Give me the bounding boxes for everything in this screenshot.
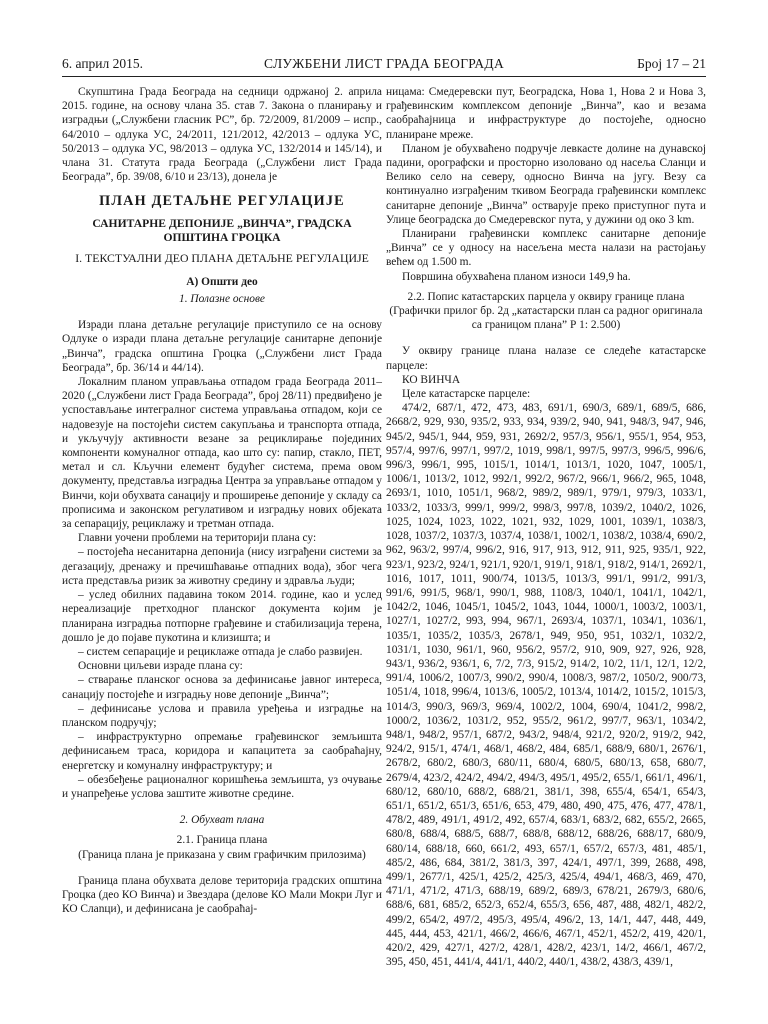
paragraph-2: Локалним планом управљања отпадом града Београда 2011–2020 („Службени лист Града Београда”, број 28/11) предвиђено је успостављање интегралног система управљања отпадом, који се надовезује на постојећи систем сакупљања и транспорта отпада, и укључују активности везане за рециклирање појединих компоненти комуналног отпада, као што су: папир, стакло, ПЕТ, метал и сл. Кључни елемент будућег система, према овом документу, представља изградња Центра за управљање отпадом у Винчи, који обухвата санацију и проширење депоније у складу са прописима и законском регулативом и изградњу нових објеката за сепарацију, рециклажу и третман отпада. bbox=[62, 376, 382, 531]
header-date: 6. април 2015. bbox=[62, 56, 143, 71]
intro-paragraph: Скупштина Града Београда на седници одржаној 2. априла 2015. године, на основу члана 35. став 7. Закона о планирању и изградњи („Службени гласник РС”, бр. 72/2009, 81/2009 – испр., 64/2010 – одлука УС, 24/2011, 121/2012, 42/2013 – одлука УС, 50/2013 – одлука УС, 98/2013 – одлука УС, 132/2014 и 145/14), и члана 31. Статута града Београда („Службени лист Града Београда”, бр. 39/08, 6/10 и 23/13), донела је bbox=[62, 86, 382, 184]
part-heading: I. ТЕКСТУАЛНИ ДЕО ПЛАНА ДЕТАЉНЕ РЕГУЛАЦИЈЕ bbox=[75, 250, 369, 265]
parcel-list: 474/2, 687/1, 472, 473, 483, 691/1, 690/3, 689/1, 689/5, 686, 2668/2, 929, 930, 935/2, 933, 934, 939/2, 940, 941, 948/3, 947, 946, 945/2, 945/1, 944, 959, 931, 2692/2, 957/3, 956/1, 955/1, 954, 953, 957/4, 997/6, 997/1, 997/2, 1019, 998/1, 997/5, 997/3, 996/5, 996/6, 996/3, 996/1, 995, 1015/1, 1014/1, 1013/1, 1020, 1047, 1005/1, 1006/1, 1013/2, 1012, 992/1, 992/2, 967/2, 966/1, 966/2, 965, 1048, 2693/1, 1010, 1051/1, 968/2, 989/2, 989/1, 979/1, 979/3, 1033/1, 1033/2, 1033/3, 999/1, 999/2, 998/3, 997/8, 1039/2, 1040/2, 1026, 1025, 1024, 1023, 1022, 1021, 932, 1029, 1001, 1039/1, 1038/3, 1028, 1037/2, 1037/3, 1037/4, 1038/1, 1002/1, 1038/2, 1038/4, 690/2, 962, 963/2, 997/4, 996/2, 916, 917, 913, 912, 911, 925, 935/1, 922, 923/1, 923/2, 924/1, 921/1, 920/1, 919/1, 918/1, 918/2, 914/1, 2692/1, 1016, 1017, 1011, 900/74, 1013/5, 1013/3, 991/1, 991/2, 991/3, 991/6, 991/5, 968/1, 990/1, 988, 1108/3, 1040/1, 1041/1, 1042/1, 1042/2, 1046, 1045/1, 1045/2, 1043, 1044, 1000/1, 1003/2, 1003/1, 1027/1, 1027/2, 993, 994, 967/1, 2693/4, 1037/1, 1034/1, 1036/1, 1035/1, 1035/2, 1035/3, 2678/1, 949, 950, 951, 1032/1, 1032/2, 1031/1, 1030, 961/1, 960, 956/2, 957/2, 910, 909, 927, 926, 928, 943/1, 936/2, 936/1, 6, 7/2, 7/3, 915/2, 914/2, 10/2, 11/1, 12/1, 12/2, 991/4, 1006/2, 1007/3, 990/2, 990/4, 1008/3, 987/2, 1050/2, 900/73, 1051/4, 1018, 996/4, 1013/6, 1005/2, 1013/4, 1014/2, 1015/2, 1015/3, 1014/3, 990/3, 969/3, 969/4, 1002/2, 1004, 690/4, 1041/2, 998/2, 1000/2, 1036/2, 1031/2, 952, 955/2, 961/2, 997/7, 963/1, 1034/2, 948/1, 948/2, 957/1, 687/2, 943/2, 948/4, 921/2, 920/2, 919/2, 942, 924/2, 915/1, 474/1, 468/1, 468/2, 484, 685/1, 688/9, 680/1, 2676/1, 2678/2, 680/2, 680/3, 680/11, 680/4, 680/5, 680/13, 658, 680/7, 2679/4, 423/2, 424/2, 494/2, 494/3, 495/1, 495/2, 655/1, 661/1, 496/1, 680/12, 680/10, 688/2, 688/21, 381/1, 398, 655/4, 654/1, 654/3, 651/1, 651/2, 651/3, 651/6, 653, 479, 480, 490, 475, 476, 477, 478/1, 478/2, 489, 491/1, 491/2, 492, 657/4, 683/1, 683/2, 682, 655/2, 2665, 680/8, 688/4, 688/5, 688/7, 688/8, 688/12, 688/26, 688/17, 680/9, 680/14, 688/18, 660, 661/2, 493, 657/1, 657/2, 657/3, 481, 485/1, 485/2, 486, 684, 381/2, 381/3, 397, 424/1, 497/1, 399, 2688, 498, 499/1, 2677/1, 425/1, 425/2, 425/3, 425/4, 494/1, 468/3, 469, 470, 471/1, 471/2, 471/3, 688/19, 689/2, 689/3, 678/21, 2679/3, 680/6, 688/6, 681, 685/2, 652/3, 652/4, 655/3, 656, 487, 488, 482/1, 482/2, 499/2, 654/2, 497/2, 495/3, 495/4, 496/2, 13, 14/1, 447, 448, 449, 445, 444, 453, 421/1, 466/2, 466/6, 467/1, 452/1, 452/2, 419, 420/1, 420/2, 429, 427/1, 427/2, 428/1, 428/2, 423/1, 14/2, 466/1, 467/2, 395, 450, 451, 441/4, 441/1, 440/2, 440/1, 438/2, 438/3, 439/1, bbox=[386, 402, 706, 969]
goal-item: – дефинисање услова и правила уређења и изградње на планском подручју; bbox=[62, 702, 382, 729]
plan-title: ПЛАН ДЕТАЉНЕ РЕГУЛАЦИЈЕ bbox=[99, 193, 345, 210]
subsection-2-heading: 2. Обухват плана bbox=[179, 814, 265, 827]
goal-item: – инфраструктурно опремање грађевинског земљишта дефинисањем траса, коридора и капацитета за саобраћајну, енергетску и комуналну инфраструктуру; и bbox=[62, 731, 382, 772]
left-column bbox=[62, 85, 382, 916]
goal-item: – обезбеђење рационалног коришћења земљишта, уз очување и унапређење услова заштите животне средине. bbox=[62, 773, 382, 800]
problems-intro: Главни уочени проблеми на територији плана су: bbox=[78, 532, 317, 545]
goal-item: – стварање планског основа за дефинисање јавног интереса, санацију постојеће и изградњу нове депоније „Винча”; bbox=[62, 674, 382, 701]
page-header bbox=[62, 54, 706, 74]
parcels-paragraph: У оквиру границе плана налазе се следеће катастарске парцеле: bbox=[386, 345, 706, 372]
problem-item: – постојећа несанитарна депонија (нису изграђени системи за дегазацију, дренажу и пречишћавање отпадних вода), због чега иста представља ризик за животну средину и здравља људи; bbox=[62, 546, 382, 587]
subsection-21-heading: 2.1. Граница плана bbox=[176, 834, 268, 847]
continuation-paragraph: ницама: Смедеревски пут, Београдска, Нова 1, Нова 2 и Нова 3, грађевинским комплексом депоније „Винча”, као и везама саобраћајница и инфраструктуре до постојеће, односно планиране мреже. bbox=[386, 86, 706, 141]
distance-paragraph: Планирани грађевински комплекс санитарне депоније „Винча” се у односу на насељена места налази на растојању већем од 1.500 m. bbox=[386, 228, 706, 269]
subsection-22-heading: 2.2. Попис катастарских парцела у оквиру границе плана (Графички прилог бр. 2д „катастарски план са радног оригинала са границом плана” Р 1: 2.500) bbox=[389, 290, 703, 332]
right-column bbox=[386, 85, 706, 969]
subsection-1-heading: 1. Полазне основе bbox=[179, 293, 265, 306]
goals-intro: Основни циљеви израде плана су: bbox=[78, 660, 243, 673]
header-publication: СЛУЖБЕНИ ЛИСТ ГРАДА БЕОГРАДА bbox=[264, 56, 504, 71]
paragraph-1: Изради плана детаљне регулације приступило се на основу Одлуке о изради плана детаљне регулације санитарне депоније „Винча”, градска општина Гроцка („Службени лист Града Београда”, бр. 36/14 и 44/14). bbox=[62, 319, 382, 374]
surface-paragraph: Површина обухваћена планом износи 149,9 ha. bbox=[402, 270, 631, 283]
subsection-21-note: (Граница плана је приказана у свим графичким прилозима) bbox=[78, 848, 366, 861]
section-a-heading: А) Општи део bbox=[186, 275, 258, 288]
whole-parcels-label: Целе катастарске парцеле: bbox=[402, 388, 531, 401]
cadastral-municipality: КО ВИНЧА bbox=[402, 373, 461, 386]
plan-subtitle: САНИТАРНЕ ДЕПОНИЈЕ „ВИНЧА”, ГРАДСКА ОПШТИНА ГРОЦКА bbox=[92, 216, 352, 244]
header-issue: Број 17 – 21 bbox=[637, 56, 706, 71]
boundary-paragraph: Граница плана обухвата делове територија градских општина Гроцка (део КО Винча) и Звездара (делове КО Мали Мокри Луг и КО Слanци), и дефинисана је саобраћај- bbox=[62, 874, 382, 916]
problem-item: – систем сепарације и рециклаже отпада је слабо развијен. bbox=[78, 645, 363, 658]
problem-item: – услед обилних падавина током 2014. године, као и услед нереализације претходног планског документа којим је планирана изградња потпорне грађевине и стабилизација терена, дошло је до појаве пукотина и клизишта; и bbox=[62, 589, 382, 644]
header-rule bbox=[62, 76, 706, 77]
area-paragraph: Планом је обухваћено подручје левкасте долине на дунавској падини, орографски и просторно изоловано од насеља Сланци и Велико село на северу, односно Винча на југу. Везу са континуално изграђеним ткивом Београда грађевински комплекс санитарне депоније „Винча” остварује преко приступног пута и Улице београдска до Смедеревског пута, у дужини од око 3 km. bbox=[386, 142, 706, 226]
